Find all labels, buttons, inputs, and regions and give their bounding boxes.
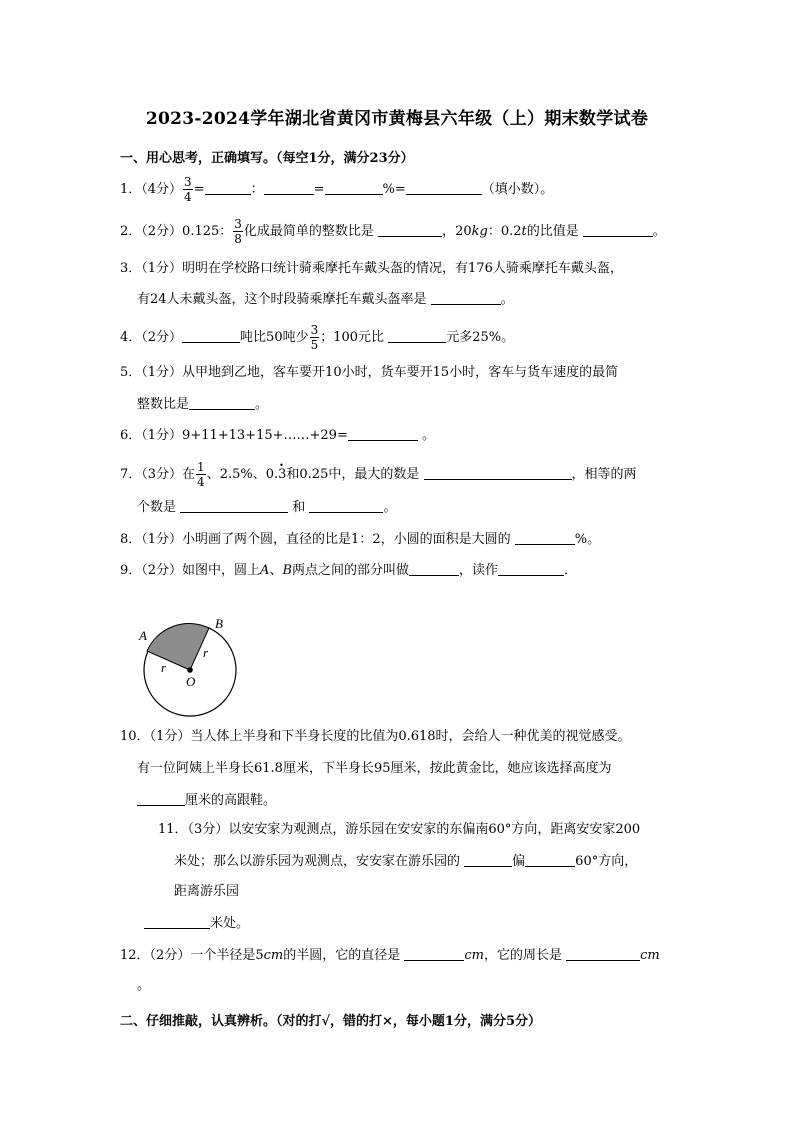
circle-sector-figure [130, 612, 250, 722]
question-12-end: 。 [137, 978, 151, 993]
question-1: 1．（4分） $\frac{3}{4}$ = ： = %= （填小数）。 [120, 175, 554, 204]
question-7-cont: 个数是 和 。 [137, 500, 397, 515]
answer-blank[interactable] [515, 530, 575, 545]
question-4: 4．（2分） 吨比50吨少 $\frac{3}{5}$ ；100元比 元多25%。 [120, 323, 515, 352]
answer-blank[interactable] [464, 852, 512, 867]
question-10: 10．（1分）当人体上半身和下半身长度的比值为0.618时，会给人一种优美的视觉感受。 [120, 729, 631, 744]
center-point [187, 667, 193, 673]
question-11-cont: 米处；那么以游乐园为观测点，安安家在游乐园的 偏 60°方向， [174, 854, 638, 869]
answer-blank[interactable] [583, 222, 653, 237]
label-O: O [186, 674, 196, 689]
section-heading-1: 一、用心思考，正确填写。（每空1分，满分23分） [120, 151, 414, 166]
label-r-right: r [203, 645, 209, 660]
answer-blank[interactable] [309, 498, 383, 513]
answer-blank[interactable] [137, 791, 185, 806]
answer-blank[interactable] [431, 290, 501, 305]
question-6: 6．（1分）9+11+13+15+……+29= 。 [120, 428, 435, 443]
repeating-decimal: • 3 [278, 466, 286, 484]
question-8: 8．（1分）小明画了两个圆，直径的比是1：2，小圆的面积是大圆的 %。 [120, 532, 601, 547]
question-11-cont2: 距离游乐园 [174, 884, 240, 899]
answer-blank[interactable] [325, 180, 383, 195]
question-3-cont: 有24人未戴头盔，这个时段骑乘摩托车戴头盔率是 。 [137, 292, 514, 307]
page-title: 2023-2024学年湖北省黄冈市黄梅县六年级（上）期末数学试卷 [145, 109, 649, 129]
question-10-cont: 有一位阿姨上半身长61.8厘米，下半身长95厘米，按此黄金比，她应该选择高度为 [137, 761, 612, 776]
answer-blank[interactable] [182, 328, 240, 343]
question-11: 11．（3分）以安安家为观测点，游乐园在安安家的东偏南60°方向，距离安安家200 [158, 822, 641, 837]
answer-blank[interactable] [525, 852, 575, 867]
question-2: 2．（2分）0.125： $\frac{3}{8}$ 化成最简单的整数比是 ，20kg：0.2t的比值是 。 [120, 217, 666, 246]
answer-blank[interactable] [409, 561, 459, 576]
label-r-left: r [161, 660, 167, 675]
question-7: 7．（3分）在 $\frac{1}{4}$ 、2.5%、0.• 3和0.25中，最大的数是 ，相等的两 [120, 461, 637, 488]
answer-blank[interactable] [189, 395, 255, 410]
question-5-cont: 整数比是 。 [137, 397, 269, 412]
question-11-cont3: 米处。 [144, 914, 249, 933]
answer-blank[interactable] [424, 465, 572, 480]
answer-blank[interactable] [180, 498, 288, 513]
fraction: $\frac{3}{5}$ [310, 323, 319, 352]
answer-blank[interactable] [348, 426, 418, 441]
answer-blank[interactable] [404, 946, 464, 961]
fraction: $\frac{3}{8}$ [234, 217, 242, 246]
answer-blank[interactable] [388, 328, 446, 343]
section-heading-2: 二、仔细推敲，认真辨析。（对的打√，错的打×，每小题1分，满分5分） [120, 1014, 542, 1029]
question-10-cont2: 厘米的高跟鞋。 [137, 791, 276, 810]
shaded-sector [147, 623, 209, 670]
question-3: 3．（1分）明明在学校路口统计骑乘摩托车戴头盔的情况，有176人骑乘摩托车戴头盔， [120, 261, 623, 276]
question-12: 12．（2分）一个半径是5cm的半圆，它的直径是 cm，它的周长是 cm [120, 948, 660, 963]
answer-blank[interactable] [378, 222, 442, 237]
answer-blank[interactable] [406, 180, 482, 195]
answer-blank[interactable] [205, 180, 251, 195]
question-5: 5．（1分）从甲地到乙地，客车要开10小时，货车要开15小时，客车与货车速度的最简 [120, 365, 619, 380]
answer-blank[interactable] [264, 180, 314, 195]
fraction: $\frac{1}{4}$ [197, 460, 205, 489]
label-B: B [215, 616, 223, 631]
label-A: A [139, 628, 147, 643]
answer-blank[interactable] [566, 946, 640, 961]
fraction: $\frac{3}{4}$ [184, 175, 192, 204]
question-9: 9．（2分）如图中，圆上A、B两点之间的部分叫做 ，读作 ． [120, 563, 578, 578]
answer-blank[interactable] [144, 914, 210, 929]
answer-blank[interactable] [498, 561, 564, 576]
